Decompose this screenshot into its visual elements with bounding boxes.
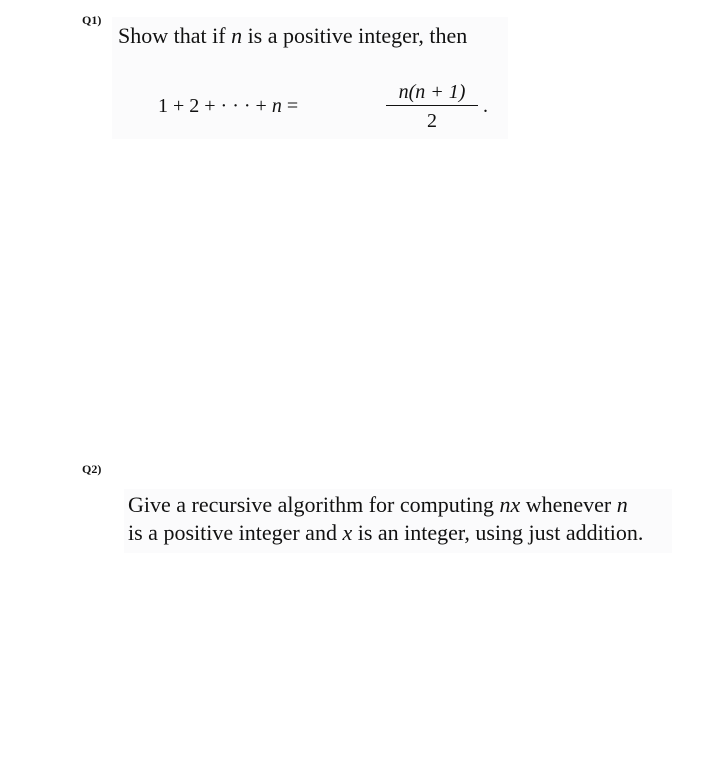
q1-text-after: is a positive integer, then [242, 23, 468, 48]
q1-text-before: Show that if [118, 23, 232, 48]
q2-line-2 [128, 519, 668, 547]
q2-variable-x: x [342, 520, 353, 545]
formula-lhs [158, 95, 298, 118]
question-1-label: Q1) [82, 13, 102, 27]
question-1-block [112, 17, 508, 139]
formula-period: . [483, 95, 488, 117]
q1-variable-n: n [231, 23, 243, 48]
q2-variable-nx: nx [499, 492, 521, 517]
question-2-statement [128, 491, 668, 547]
question-2-block [124, 489, 672, 553]
formula-numerator: n(n + 1) [398, 81, 466, 103]
question-1-statement [118, 23, 467, 49]
q2-line2-after: is an integer, using just addition. [352, 520, 644, 545]
formula-denominator: 2 [427, 110, 437, 132]
q2-line2-before: is a positive integer and [128, 520, 343, 545]
formula-lhs-prefix: 1 + 2 + · · · + [158, 95, 272, 117]
q2-line-1 [128, 491, 668, 519]
question-2-label: Q2) [82, 462, 102, 476]
q2-line1-before: Give a recursive algorithm for computing [128, 492, 500, 517]
q2-variable-n: n [616, 492, 628, 517]
formula-fraction [384, 79, 480, 134]
formula-equals: = [281, 95, 299, 117]
q2-line1-mid: whenever [520, 492, 617, 517]
formula-lhs-var: n [271, 95, 282, 117]
